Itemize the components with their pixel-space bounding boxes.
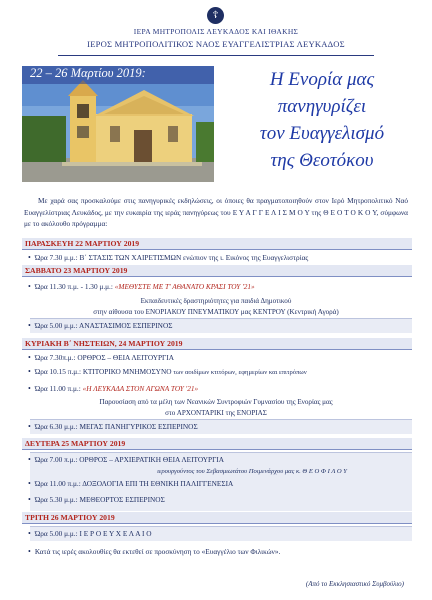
event-note: των αοιδίμων κτιτόρων, εφημερίων και επιτρόπων	[173, 369, 307, 376]
event-item	[28, 528, 152, 539]
event-title: ΚΤΙΤΟΡΙΚΟ ΜΝΗΜΟΣΥΝΟ	[82, 367, 172, 376]
event-time: Ώρα 7.30π.μ.:	[34, 353, 76, 362]
event-title: «Η ΛΕΥΚΑΔΑ ΣΤΟΝ ΑΓΩΝΑ ΤΟΥ '21»	[82, 384, 199, 393]
event-title: ΟΡΘΡΟΣ – ΘΕΙΑ ΛΕΙΤΟΥΡΓΙΑ	[77, 353, 174, 362]
event-time: Ώρα 11.00 π.μ.:	[34, 479, 81, 488]
church-name: ΙΕΡΟΣ ΜΗΤΡΟΠΟΛΙΤΙΚΟΣ ΝΑΟΣ ΕΥΑΓΓΕΛΙΣΤΡΙΑΣ ΛΕΥΚΑΔΟΣ	[87, 39, 345, 49]
festival-dates: 22 – 26 Μαρτίου 2019:	[30, 66, 146, 80]
bullet-icon: •	[28, 547, 31, 556]
invitation-text	[24, 195, 408, 230]
event-item	[28, 494, 165, 505]
event-title: ΑΝΑΣΤΑΣΙΜΟΣ ΕΣΠΕΡΙΝΟΣ	[79, 321, 173, 330]
event-note: Κατά τις ιερές ακολουθίες θα εκτεθεί σε προσκύνηση το «Ευαγγέλιο των Φιλικών».	[34, 547, 281, 556]
metropolis-name: ΙΕΡΑ ΜΗΤΡΟΠΟΛΙΣ ΛΕΥΚΑΔΟΣ ΚΑΙ ΙΘΑΚΗΣ	[133, 27, 299, 36]
title-line-1: Η Ενορία μας	[269, 69, 375, 90]
event-description: Παρουσίαση από τα μέλη των Νεανικών Συντροφιών Γυμνασίου της Ενορίας μας	[99, 398, 333, 406]
event-title: ΟΡΘΡΟΣ – ΑΡΧΙΕΡΑΤΙΚΗ ΘΕΙΑ ΛΕΙΤΟΥΡΓΙΑ	[79, 455, 224, 464]
event-note: ιερουργούντος του Σεβασμιωτάτου Ποιμενάρχου μας κ. Θ Ε Ο Φ Ι Λ Ο Υ	[157, 468, 347, 475]
event-time: Ώρα 7.00 π.μ.:	[34, 455, 78, 464]
event-title: Β΄ ΣΤΑΣΙΣ ΤΩΝ ΧΑΙΡΕΤΙΣΜΩΝ ενώπιον της ι. Εικόνος της Ευαγγελιστρίας	[79, 253, 309, 262]
day-header-monday: ΔΕΥΤΕΡΑ 25 ΜΑΡΤΙΟΥ 2019	[22, 438, 412, 450]
event-time: Ώρα 5.30 μ.μ.:	[34, 495, 78, 504]
bullet-icon: •	[28, 367, 31, 376]
day-header-saturday: ΣΑΒΒΑΤΟ 23 ΜΑΡΤΙΟΥ 2019	[22, 265, 412, 277]
day-header-sunday: ΚΥΡΙΑΚΗ Β΄ ΝΗΣΤΕΙΩΝ, 24 ΜΑΡΤΙΟΥ 2019	[22, 338, 412, 350]
day-header-tuesday: ΤΡΙΤΗ 26 ΜΑΡΤΙΟΥ 2019	[22, 512, 412, 524]
bullet-icon: •	[28, 384, 31, 393]
event-item	[28, 478, 233, 489]
event-item	[28, 383, 198, 394]
event-time: Ώρα 11.30 π.μ. - 1.30 μ.μ.:	[34, 282, 113, 291]
event-item	[28, 366, 307, 378]
bullet-icon: •	[28, 353, 31, 362]
bullet-icon: •	[28, 495, 31, 504]
event-item	[28, 352, 174, 363]
bullet-icon: •	[28, 321, 31, 330]
event-item	[28, 281, 255, 292]
day-header-friday: ΠΑΡΑΣΚΕΥΗ 22 ΜΑΡΤΙΟΥ 2019	[22, 238, 412, 250]
bullet-icon: •	[28, 282, 31, 291]
event-time: Ώρα 7.30 μ.μ.:	[34, 253, 78, 262]
event-title: ΜΕΓΑΣ ΠΑΝΗΓΥΡΙΚΟΣ ΕΣΠΕΡΙΝΟΣ	[79, 422, 198, 431]
event-description: Εκπαιδευτικές δραστηριότητες για παιδιά Δημοτικού	[140, 297, 292, 305]
event-time: Ώρα 6.30 μ.μ.:	[34, 422, 78, 431]
title-line-3: τον Ευαγγελισμό	[259, 123, 385, 144]
bullet-icon: •	[28, 253, 31, 262]
event-location: στην αίθουσα του ΕΝΟΡΙΑΚΟΥ ΠΝΕΥΜΑΤΙΚΟΥ μας ΚΕΝΤΡΟΥ (Κεντρική Αγορά)	[93, 308, 339, 316]
title-line-2: πανηγυρίζει	[277, 96, 367, 117]
event-time: Ώρα 11.00 π.μ.:	[34, 384, 81, 393]
bullet-icon: •	[28, 479, 31, 488]
event-title: ΜΕΘΕΟΡΤΟΣ ΕΣΠΕΡΙΝΟΣ	[79, 495, 165, 504]
event-time: Ώρα 5.00 μ.μ.:	[34, 529, 78, 538]
event-item	[28, 320, 172, 331]
title-line-4: της Θεοτόκου	[270, 150, 374, 171]
event-title: «ΜΕΘΥΣΤΕ ΜΕ Τ' ΑΘΑΝΑΤΟ ΚΡΑΣΙ ΤΟΥ '21»	[114, 282, 255, 291]
bullet-icon: •	[28, 455, 31, 464]
event-item	[28, 252, 308, 263]
metropolis-seal-icon: ☦	[207, 7, 224, 24]
event-title: ΔΟΞΟΛΟΓΙΑ ΕΠΙ ΤΗ ΕΘΝΙΚΗ ΠΑΛΙΓΓΕΝΕΣΙΑ	[82, 479, 234, 488]
event-time: Ώρα 5.00 μ.μ.:	[34, 321, 78, 330]
header-divider	[58, 55, 374, 56]
invitation-paragraph: Με χαρά σας προσκαλούμε στις πανηγυρικές εκδηλώσεις, οι όποιες θα πραγματοποιηθούν στον Ιερό Μητροπολιτικό Ναό Ευαγγελίστριας Λευκάδος, με την ευκαιρία της ιεράς πανηγύρεως του Ε Υ Α Γ Γ Ε Λ Ι Σ Μ Ο Υ της Θ Ε Ο Τ Ο Κ Ο Υ, σύμφωνα με το ακόλουθο πρόγραμμα:	[24, 196, 408, 228]
event-location: στο ΑΡΧΟΝΤΑΡΙΚΙ της ΕΝΟΡΙΑΣ	[165, 409, 267, 417]
event-item	[28, 546, 280, 557]
bullet-icon: •	[28, 529, 31, 538]
event-time: Ώρα 10.15 π.μ.:	[34, 367, 82, 376]
event-item	[28, 421, 198, 432]
bullet-icon: •	[28, 422, 31, 431]
event-item	[28, 454, 224, 465]
signature: (Από το Εκκλησιαστικό Συμβούλιο)	[305, 580, 404, 588]
event-title: Ι Ε Ρ Ο Ε Υ Χ Ε Λ Α Ι Ο	[79, 529, 152, 538]
